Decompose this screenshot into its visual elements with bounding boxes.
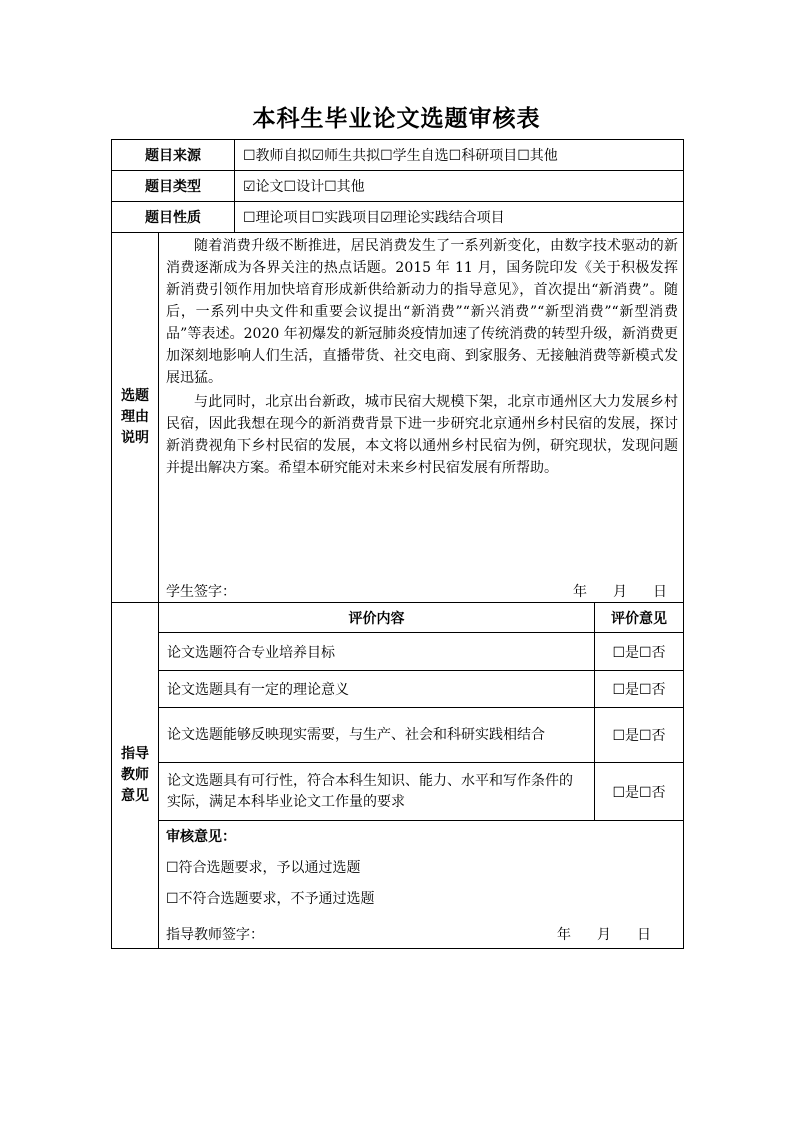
student-date-day: 日 [653, 584, 667, 600]
advisor-label-line: 教师 [121, 767, 149, 783]
advisor-date-month: 月 [597, 927, 611, 943]
rationale-label-cell [111, 232, 159, 603]
rationale-paragraph-1: 随着消费升级不断推进，居民消费发生了一系列新变化，由数字技术驱动的新消费逐渐成为各界关注的热点话题。2015 年 11 月，国务院印发《关于积极发挥新消费引领作用加快培育形成新供给新动力的指导意见》，首次提出“新消费”。随后，一系列中央文件和重要会议提出“新消费”“新兴消费”“新型消费”“新型消费品”等表述。2020 年初爆发的新冠肺炎疫情加速了传统消费的转型升级，新消费更加深刻地影响人们生活，直播带货、社交电商、到家服务、无接触消费等新模式发展迅猛。 [166, 238, 678, 386]
criteria-row-text: 论文选题具有一定的理论意义 [158, 670, 595, 708]
criteria-row-text: 论文选题具有可行性，符合本科生知识、能力、水平和写作条件的实际，满足本科毕业论文工作量的要求 [158, 762, 595, 821]
criteria-header-opinion: 评价意见 [594, 602, 684, 633]
criteria-row-opinion[interactable]: ☐是☐否 [594, 670, 684, 708]
page-title: 本科生毕业论文选题审核表 [252, 106, 541, 132]
student-date-year: 年 [573, 584, 587, 600]
review-opinion-label: 审核意见： [166, 829, 236, 845]
criteria-row-opinion[interactable]: ☐是☐否 [594, 632, 684, 671]
advisor-date-year: 年 [557, 927, 571, 943]
criteria-row-text: 论文选题符合专业培养目标 [158, 632, 595, 671]
advisor-date-day: 日 [637, 927, 651, 943]
type-value-cell[interactable]: ☑论文☐设计☐其他 [234, 170, 684, 202]
advisor-label-line: 指导 [121, 746, 149, 762]
nature-label-cell: 题目性质 [111, 201, 235, 233]
rationale-label-line: 说明 [121, 430, 149, 446]
rationale-label-line: 选题 [121, 388, 149, 404]
student-date-month: 月 [613, 584, 627, 600]
advisor-signature-label: 指导教师签字： [166, 927, 264, 943]
option-pass[interactable]: ☐符合选题要求，予以通过选题 [166, 860, 361, 876]
rationale-label-line: 理由 [121, 409, 149, 425]
type-label-cell: 题目类型 [111, 170, 235, 202]
criteria-row-opinion[interactable]: ☐是☐否 [594, 707, 684, 763]
student-signature-label: 学生签字： [166, 584, 236, 600]
advisor-label-line: 意见 [121, 788, 149, 804]
criteria-row-opinion[interactable]: ☐是☐否 [594, 762, 684, 821]
nature-value-cell[interactable]: ☐理论项目☐实践项目☑理论实践结合项目 [234, 201, 684, 233]
criteria-row-text: 论文选题能够反映现实需要，与生产、社会和科研实践相结合 [158, 707, 595, 763]
source-value-cell[interactable]: ☐教师自拟☑师生共拟☐学生自选☐科研项目☐其他 [234, 139, 684, 171]
criteria-header-content: 评价内容 [158, 602, 595, 633]
source-label-cell: 题目来源 [111, 139, 235, 171]
option-fail[interactable]: ☐不符合选题要求，不予通过选题 [166, 891, 375, 907]
advisor-label-cell [111, 602, 159, 949]
rationale-paragraph-2: 与此同时，北京出台新政，城市民宿大规模下架，北京市通州区大力发展乡村民宿，因此我想在现今的新消费背景下进一步研究北京通州乡村民宿的发展，探讨新消费视角下乡村民宿的发展，本文将以通州乡村民宿为例，研究现状，发现问题并提出解决方案。希望本研究能对未来乡村民宿发展有所帮助。 [166, 394, 678, 476]
